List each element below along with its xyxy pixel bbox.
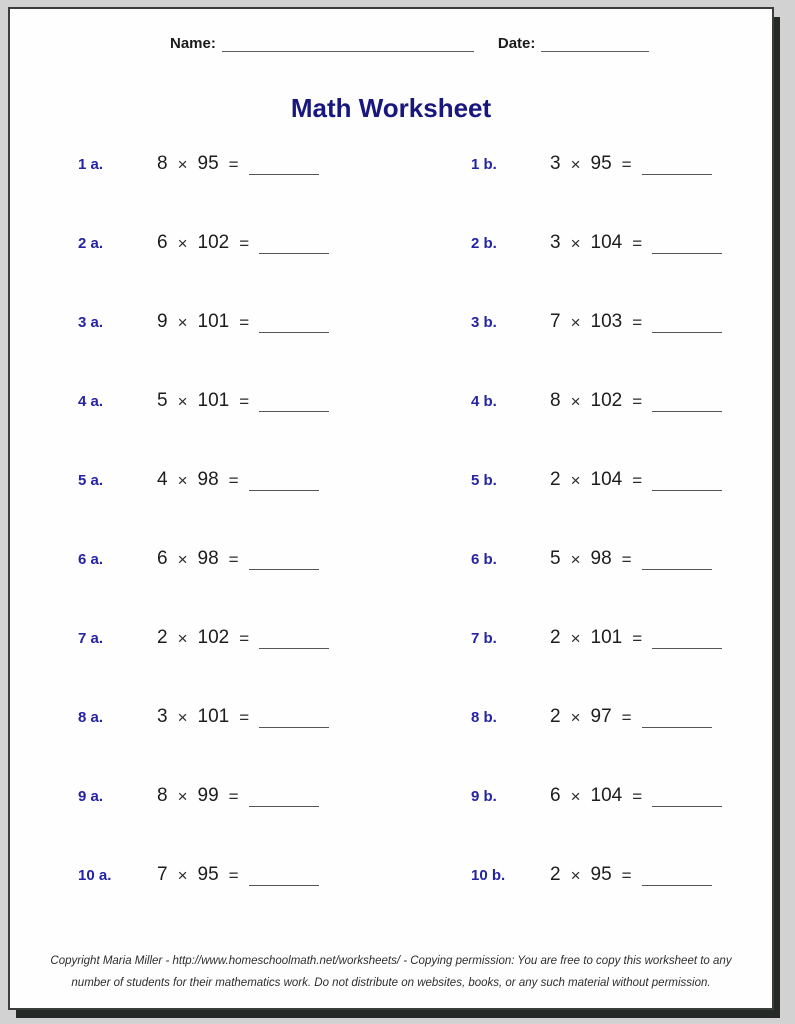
answer-blank-line (652, 632, 722, 649)
problem-label: 9 a. (78, 788, 104, 805)
problem-expression (545, 548, 717, 570)
date-group (498, 35, 650, 52)
problem-label: 6 a. (78, 551, 104, 568)
multiply-sign: × (570, 787, 581, 806)
answer-blank-line (259, 237, 329, 254)
answer-blank-line (259, 632, 329, 649)
multiply-sign: × (177, 708, 188, 727)
name-blank-line (222, 37, 474, 52)
factor-1: 5 (550, 548, 561, 569)
problem-expression (152, 153, 324, 175)
multiply-sign: × (570, 708, 581, 727)
name-label: Name: (170, 35, 216, 52)
page-title: Math Worksheet (290, 93, 492, 123)
problem-label: 7 a. (78, 630, 104, 647)
answer-blank-line (249, 869, 319, 886)
problem-expression (152, 785, 324, 807)
copyright-line-2: number of students for their mathematics work. Do not distribute on websites, books, or any such material without permission. (71, 976, 711, 989)
factor-1: 7 (550, 311, 561, 332)
problem-label: 9 b. (471, 788, 497, 805)
factor-1: 5 (157, 390, 168, 411)
multiply-sign: × (177, 155, 188, 174)
problem-expression (545, 706, 717, 728)
problem-label: 2 a. (78, 235, 104, 252)
factor-1: 6 (157, 548, 168, 569)
factor-2: 102 (197, 627, 230, 648)
multiply-sign: × (570, 392, 581, 411)
equals-sign: = (239, 629, 250, 648)
problem-10a (10, 864, 391, 943)
problem-1b (391, 153, 772, 232)
factor-2: 104 (590, 785, 623, 806)
factor-2: 101 (197, 706, 230, 727)
problem-label: 5 a. (78, 472, 104, 489)
problem-expression (152, 232, 334, 254)
equals-sign: = (632, 471, 643, 490)
multiply-sign: × (177, 866, 188, 885)
factor-1: 8 (550, 390, 561, 411)
problem-expression (545, 232, 727, 254)
problem-label: 6 b. (471, 551, 497, 568)
worksheet-page (8, 7, 774, 1010)
answer-blank-line (642, 553, 712, 570)
problem-label: 3 a. (78, 314, 104, 331)
equals-sign: = (228, 471, 239, 490)
equals-sign: = (239, 708, 250, 727)
factor-1: 3 (157, 706, 168, 727)
copyright-footer (10, 951, 772, 994)
problem-expression (545, 864, 717, 886)
factor-1: 6 (550, 785, 561, 806)
problem-4b (391, 390, 772, 469)
problem-7a (10, 627, 391, 706)
problem-label: 7 b. (471, 630, 497, 647)
date-blank-line (541, 37, 649, 52)
equals-sign: = (632, 313, 643, 332)
problem-10b (391, 864, 772, 943)
answer-blank-line (249, 553, 319, 570)
answer-blank-line (642, 869, 712, 886)
equals-sign: = (632, 392, 643, 411)
answer-blank-line (259, 316, 329, 333)
factor-1: 8 (157, 785, 168, 806)
problem-expression (152, 390, 334, 412)
factor-1: 2 (157, 627, 168, 648)
factor-2: 104 (590, 232, 623, 253)
problem-6b (391, 548, 772, 627)
problem-expression (152, 627, 334, 649)
answer-blank-line (249, 790, 319, 807)
factor-2: 103 (590, 311, 623, 332)
problem-expression (152, 469, 324, 491)
problem-expression (545, 785, 727, 807)
problem-3b (391, 311, 772, 390)
equals-sign: = (632, 234, 643, 253)
equals-sign: = (239, 392, 250, 411)
problem-3a (10, 311, 391, 390)
factor-2: 101 (590, 627, 623, 648)
answer-blank-line (652, 474, 722, 491)
multiply-sign: × (177, 550, 188, 569)
problem-label: 1 b. (471, 156, 497, 173)
answer-blank-line (249, 158, 319, 175)
problem-label: 2 b. (471, 235, 497, 252)
factor-1: 7 (157, 864, 168, 885)
equals-sign: = (228, 155, 239, 174)
problem-4a (10, 390, 391, 469)
multiply-sign: × (177, 471, 188, 490)
problem-label: 8 b. (471, 709, 497, 726)
factor-2: 97 (590, 706, 612, 727)
multiply-sign: × (570, 313, 581, 332)
factor-1: 3 (550, 232, 561, 253)
problem-2b (391, 232, 772, 311)
equals-sign: = (621, 155, 632, 174)
problem-expression (545, 627, 727, 649)
factor-1: 6 (157, 232, 168, 253)
factor-2: 101 (197, 311, 230, 332)
answer-blank-line (652, 790, 722, 807)
equals-sign: = (621, 550, 632, 569)
multiply-sign: × (177, 234, 188, 253)
factor-2: 95 (197, 153, 219, 174)
answer-blank-line (259, 711, 329, 728)
problem-expression (545, 153, 717, 175)
equals-sign: = (239, 234, 250, 253)
problem-label: 10 a. (78, 867, 112, 884)
problem-5b (391, 469, 772, 548)
name-date-row (170, 35, 649, 52)
multiply-sign: × (570, 155, 581, 174)
problem-expression (545, 311, 727, 333)
multiply-sign: × (177, 313, 188, 332)
factor-2: 98 (590, 548, 612, 569)
problem-label: 8 a. (78, 709, 104, 726)
answer-blank-line (249, 474, 319, 491)
factor-2: 98 (197, 469, 219, 490)
problem-expression (545, 390, 727, 412)
answer-blank-line (259, 395, 329, 412)
copyright-line-1: Copyright Maria Miller - http://www.homeschoolmath.net/worksheets/ - Copying permission: You are free to copy this worksheet to any (50, 955, 732, 968)
multiply-sign: × (570, 866, 581, 885)
multiply-sign: × (177, 787, 188, 806)
answer-blank-line (652, 237, 722, 254)
problem-label: 5 b. (471, 472, 497, 489)
equals-sign: = (239, 313, 250, 332)
problem-6a (10, 548, 391, 627)
problem-expression (152, 706, 334, 728)
problem-8b (391, 706, 772, 785)
problem-expression (152, 311, 334, 333)
factor-2: 101 (197, 390, 230, 411)
equals-sign: = (621, 708, 632, 727)
factor-2: 102 (590, 390, 623, 411)
factor-2: 102 (197, 232, 230, 253)
problem-9a (10, 785, 391, 864)
problem-label: 1 a. (78, 156, 104, 173)
problem-label: 10 b. (471, 867, 506, 884)
factor-2: 99 (197, 785, 219, 806)
factor-1: 8 (157, 153, 168, 174)
multiply-sign: × (570, 629, 581, 648)
problem-label: 3 b. (471, 314, 497, 331)
problem-7b (391, 627, 772, 706)
problem-label: 4 a. (78, 393, 104, 410)
equals-sign: = (632, 787, 643, 806)
problem-expression (152, 548, 324, 570)
factor-1: 2 (550, 864, 561, 885)
answer-blank-line (642, 711, 712, 728)
problem-8a (10, 706, 391, 785)
factor-1: 3 (550, 153, 561, 174)
factor-1: 2 (550, 706, 561, 727)
answer-blank-line (652, 316, 722, 333)
factor-1: 2 (550, 469, 561, 490)
factor-2: 95 (590, 864, 612, 885)
problem-5a (10, 469, 391, 548)
multiply-sign: × (570, 550, 581, 569)
date-label: Date: (497, 35, 536, 52)
factor-2: 95 (590, 153, 612, 174)
problem-2a (10, 232, 391, 311)
problem-expression (545, 469, 727, 491)
factor-2: 104 (590, 469, 623, 490)
multiply-sign: × (570, 234, 581, 253)
problem-expression (152, 864, 324, 886)
factor-2: 95 (197, 864, 219, 885)
factor-2: 98 (197, 548, 219, 569)
factor-1: 4 (157, 469, 168, 490)
equals-sign: = (228, 866, 239, 885)
problem-9b (391, 785, 772, 864)
problem-label: 4 b. (471, 393, 497, 410)
multiply-sign: × (177, 629, 188, 648)
equals-sign: = (621, 866, 632, 885)
problems-grid (10, 153, 772, 943)
answer-blank-line (642, 158, 712, 175)
answer-blank-line (652, 395, 722, 412)
equals-sign: = (632, 629, 643, 648)
factor-1: 9 (157, 311, 168, 332)
factor-1: 2 (550, 627, 561, 648)
problem-1a (10, 153, 391, 232)
multiply-sign: × (177, 392, 188, 411)
equals-sign: = (228, 787, 239, 806)
equals-sign: = (228, 550, 239, 569)
multiply-sign: × (570, 471, 581, 490)
